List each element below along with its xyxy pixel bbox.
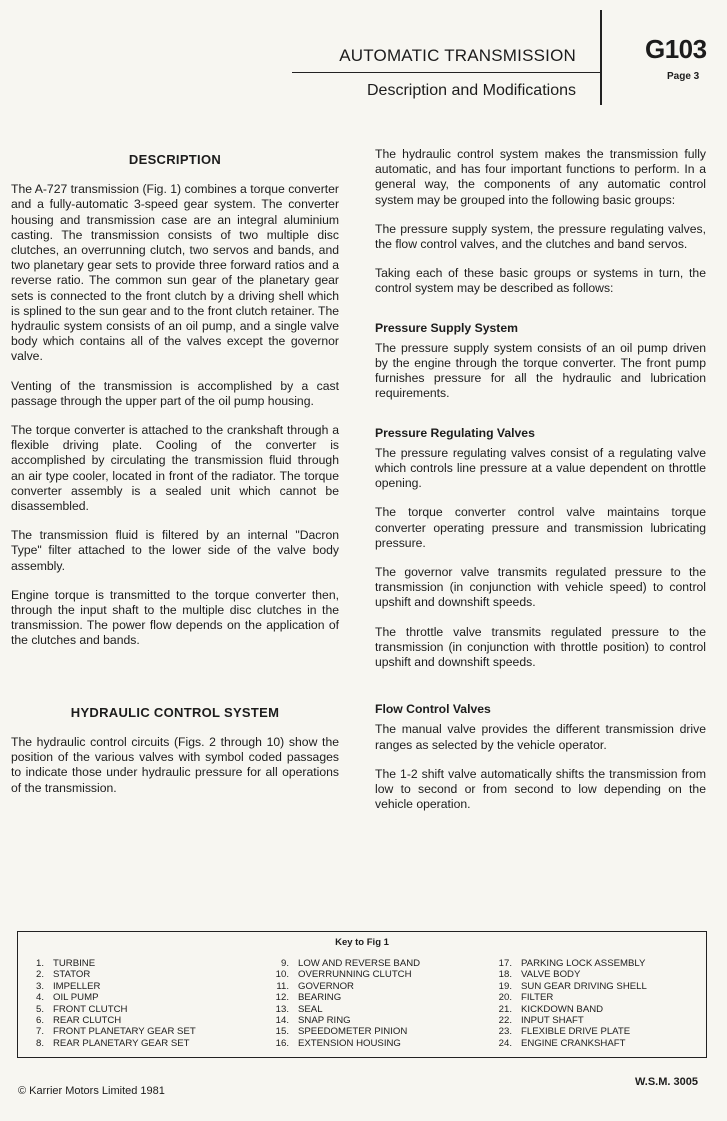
body-paragraph: The pressure supply system, the pressure regulating valves, the flow control valves, and the clutches and band servos. [375, 221, 706, 252]
body-paragraph: The hydraulic control circuits (Figs. 2 through 10) show the position of the various valves with symbol coded passages to indicate those under hydraulic pressure for all operations of the transmission. [11, 734, 339, 795]
body-paragraph: The manual valve provides the different transmission drive ranges as selected by the vehicle operator. [375, 722, 706, 752]
pressure-supply-heading: Pressure Supply System [375, 320, 518, 335]
spacer [375, 311, 706, 321]
spacer [11, 663, 339, 705]
body-paragraph: Engine torque is transmitted to the torque converter then, through the input shaft to the multiple disc clutches in the transmission. The power flow depends on the application of the clutches and bands. [11, 587, 339, 648]
key-item: 8. REAR PLANETARY GEAR SET [35, 1037, 190, 1049]
hydraulic-heading: HYDRAULIC CONTROL SYSTEM [70, 704, 280, 720]
key-column-2 [267, 958, 420, 1049]
key-item: 18. VALVE BODY [498, 969, 581, 981]
manual-section-code: G103 [645, 34, 707, 64]
key-item: 3. IMPELLER [35, 980, 101, 992]
key-item: 19. SUN GEAR DRIVING SHELL [498, 980, 647, 992]
body-paragraph: The hydraulic control system makes the transmission fully automatic, and has four important functions to perform. In a general way, the components of any automatic control system may be grouped into the following basic groups: [375, 147, 706, 207]
body-paragraph: The pressure supply system consists of an oil pump driven by the engine through the torque converter. The front pump furnishes pressure for all the hydraulic and lubrication requirements. [375, 340, 706, 401]
spacer [375, 684, 706, 702]
header-divider [600, 10, 602, 105]
key-item: 24. ENGINE CRANKSHAFT [498, 1037, 626, 1049]
key-item: 16. EXTENSION HOUSING [275, 1037, 401, 1049]
body-paragraph: The A-727 transmission (Fig. 1) combines a torque converter and a fully-automatic 3-speed gear system. The converter housing and transmission case are an integral aluminium casting. The transmission consists of two multiple disc clutches, an overrunning clutch, two servos and bands, and two planetary gear sets to provide three forward ratios and a reverse ratio. The common sun gear of the planetary gear sets is connected to the front clutch by a driving shell which is splined to the sun gear and to the front clutch retainer. The hydraulic system consists of an oil pump, and a single valve body which contains all of the valves except the governor valve. [11, 182, 339, 364]
body-paragraph: The 1-2 shift valve automatically shifts the transmission from low to second or from second to low depending on the vehicle operation. [375, 766, 706, 812]
key-title: Key to Fig 1 [335, 937, 389, 948]
body-paragraph: Venting of the transmission is accomplished by a cast passage through the upper part of the oil pump housing. [11, 378, 339, 408]
key-item: 1. TURBINE [35, 958, 96, 969]
key-item: 23. FLEXIBLE DRIVE PLATE [498, 1026, 631, 1038]
description-heading: DESCRIPTION [128, 152, 222, 167]
key-item: 21. KICKDOWN BAND [498, 1003, 604, 1015]
key-item: 4. OIL PUMP [35, 992, 99, 1004]
key-item: 11. GOVERNOR [276, 980, 354, 992]
body-paragraph: The transmission fluid is filtered by an internal "Dacron Type" filter attached to the lower side of the valve body assembly. [11, 528, 339, 573]
key-item: 22. INPUT SHAFT [498, 1015, 584, 1027]
section-title: AUTOMATIC TRANSMISSION [339, 46, 576, 65]
spacer [375, 416, 706, 426]
body-paragraph: The torque converter control valve maintains torque converter operating pressure and transmission lubricating pressure. [375, 505, 706, 550]
section-subtitle: Description and Modifications [367, 82, 576, 99]
body-paragraph: Taking each of these basic groups or systems in turn, the control system may be described as follows: [375, 266, 706, 296]
key-item: 7. FRONT PLANETARY GEAR SET [35, 1026, 196, 1038]
key-column-3 [490, 958, 647, 1049]
body-paragraph: The pressure regulating valves consist of a regulating valve which controls line pressure at a value dependent on throttle opening. [375, 445, 706, 491]
key-item: 2. STATOR [35, 969, 91, 981]
figure-key-box [17, 931, 707, 1058]
left-column [11, 152, 339, 810]
key-item: 17. PARKING LOCK ASSEMBLY [498, 958, 646, 969]
pressure-regulating-heading: Pressure Regulating Valves [375, 425, 535, 440]
key-item: 15. SPEEDOMETER PINION [275, 1026, 408, 1038]
body-paragraph: The throttle valve transmits regulated pressure to the transmission (in conjunction with throttle position) to control upshift and downshift speeds. [375, 624, 706, 670]
page-number: Page 3 [667, 71, 700, 82]
key-item: 5. FRONT CLUTCH [35, 1003, 128, 1015]
key-item: 6. REAR CLUTCH [35, 1015, 122, 1027]
key-item: 12. BEARING [275, 992, 342, 1004]
body-paragraph: The governor valve transmits regulated pressure to the transmission (in conjunction with vehicle speed) to control upshift and downshift speeds. [375, 565, 706, 610]
body-paragraph: The torque converter is attached to the crankshaft through a flexible driving plate. Cooling of the converter is accomplished by circulating the transmission fluid through an air type cooler, located in front of the radiator. The torque converter assembly is a sealed unit which cannot be disassembled. [11, 423, 339, 514]
key-item: 9. LOW AND REVERSE BAND [280, 958, 421, 969]
key-column-1 [22, 958, 196, 1049]
header-rule [292, 72, 601, 73]
flow-control-heading: Flow Control Valves [375, 702, 491, 717]
key-item: 10. OVERRUNNING CLUTCH [275, 969, 412, 981]
key-item: 13. SEAL [275, 1003, 323, 1015]
key-item: 20. FILTER [498, 992, 554, 1004]
copyright-notice: © Karrier Motors Limited 1981 [18, 1085, 165, 1097]
right-column [375, 147, 706, 827]
manual-reference: W.S.M. 3005 [635, 1076, 698, 1088]
key-item: 14. SNAP RING [275, 1015, 351, 1027]
